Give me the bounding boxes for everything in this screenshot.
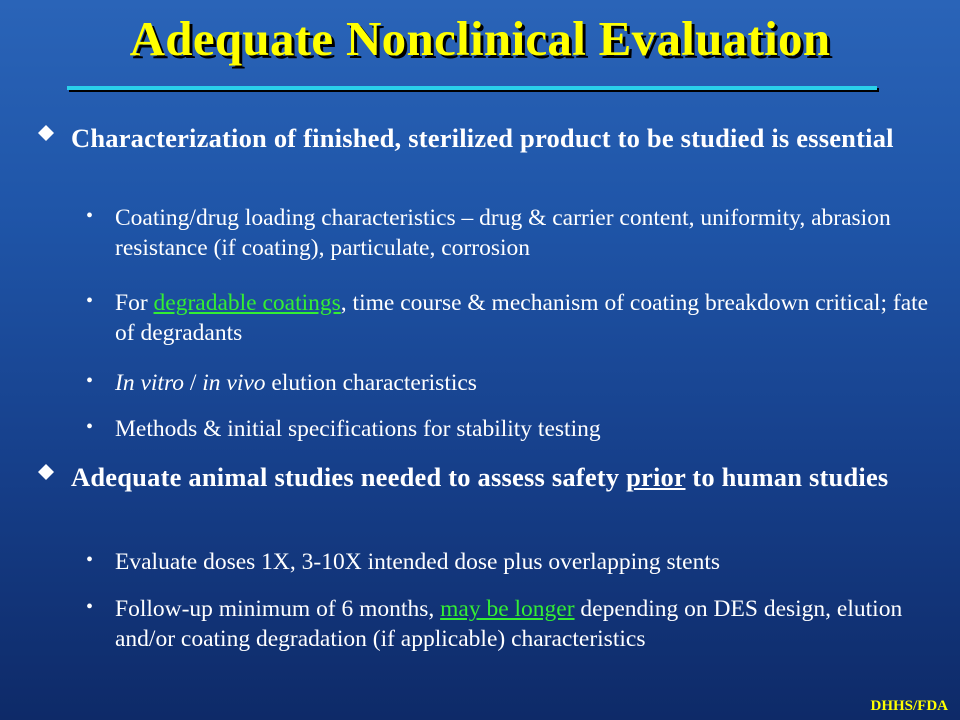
dot-bullet-icon: • bbox=[86, 290, 94, 312]
in-vitro-text: In vitro bbox=[115, 370, 184, 396]
subitem-elution-characteristics bbox=[115, 368, 950, 398]
subitem-text: Follow-up minimum of 6 months, bbox=[115, 596, 441, 622]
bullet-text: Adequate animal studies needed to assess safety bbox=[71, 462, 627, 492]
subitem-degradable-coatings bbox=[115, 288, 950, 348]
bullet-text: to human studies bbox=[685, 462, 889, 492]
bullet-animal-studies bbox=[71, 460, 931, 494]
prior-emphasis: prior bbox=[626, 462, 686, 492]
subitem-text: For bbox=[115, 290, 154, 316]
dot-bullet-icon: • bbox=[86, 370, 94, 392]
subitem-stability-testing: Methods & initial specifications for stability testing bbox=[115, 416, 601, 442]
dot-bullet-icon: • bbox=[86, 205, 94, 227]
title-underline-rule bbox=[67, 86, 877, 90]
slide-title: Adequate Nonclinical Evaluation bbox=[129, 11, 831, 66]
subitem-coating-drug-loading: Coating/drug loading characteristics – drug & carrier content, uniformity, abrasion resistance (if coating), particulate, corrosion bbox=[115, 205, 891, 261]
dot-bullet-icon: • bbox=[86, 416, 94, 438]
separator-text: / bbox=[183, 370, 203, 396]
subitem-follow-up bbox=[115, 594, 950, 654]
footer-agency-label: DHHS/FDA bbox=[870, 698, 948, 714]
diamond-bullet-icon bbox=[37, 463, 55, 481]
subitem-evaluate-doses: Evaluate doses 1X, 3-10X intended dose plus overlapping stents bbox=[115, 549, 721, 575]
subitem-text: depending on DES design, elution and/or coating degradation (if applicable) characteristics bbox=[115, 596, 903, 652]
subitem-text: , time course & mechanism of coating breakdown critical; fate of degradants bbox=[115, 290, 929, 346]
diamond-bullet-icon bbox=[37, 124, 55, 142]
degradable-coatings-link[interactable]: degradable coatings bbox=[153, 290, 341, 316]
dot-bullet-icon: • bbox=[86, 596, 94, 618]
in-vivo-text: in vivo bbox=[202, 370, 266, 396]
may-be-longer-link[interactable]: may be longer bbox=[440, 596, 575, 622]
dot-bullet-icon: • bbox=[86, 549, 94, 571]
bullet-characterization: Characterization of finished, sterilized product to be studied is essential bbox=[71, 123, 894, 153]
subitem-text: elution characteristics bbox=[265, 370, 477, 396]
